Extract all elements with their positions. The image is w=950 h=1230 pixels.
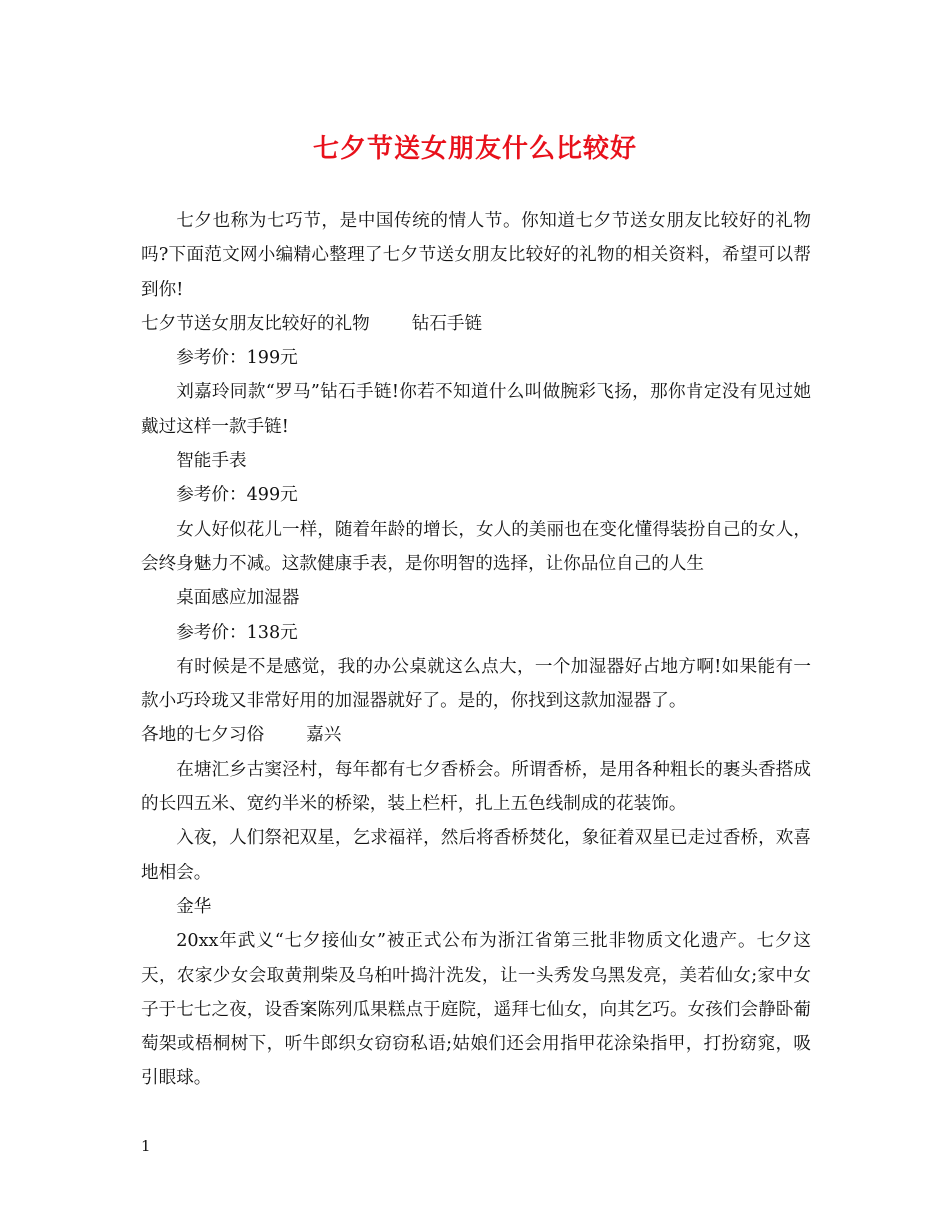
document-body xyxy=(141,204,811,1096)
customs-section-heading: 各地的七夕习俗 xyxy=(141,725,265,746)
gift1-name: 钻石手链 xyxy=(411,313,483,334)
gift1-description: 刘嘉玲同款“罗马”钻石手链!你若不知道什么叫做腕彩飞扬，那你肯定没有见过她戴过这样一款手链! xyxy=(141,382,811,437)
place2-name: 金华 xyxy=(176,896,212,917)
gift3-name: 桌面感应加湿器 xyxy=(176,588,300,609)
intro-paragraph: 七夕也称为七巧节，是中国传统的情人节。你知道七夕节送女朋友比较好的礼物吗?下面范文网小编精心整理了七夕节送女朋友比较好的礼物的相关资料，希望可以帮到你! xyxy=(141,211,811,300)
customs-section-heading-line xyxy=(141,718,811,752)
gift3-price: 参考价：138元 xyxy=(176,622,298,643)
gift2-price: 参考价：499元 xyxy=(176,485,298,506)
page-number: 1 xyxy=(141,1137,151,1155)
gift2-description: 女人好似花儿一样，随着年龄的增长，女人的美丽也在变化懂得装扮自己的女人，会终身魅力不减。这款健康手表，是你明智的选择，让你品位自己的人生 xyxy=(141,519,811,574)
gift-section-heading-line xyxy=(141,307,811,341)
place1-name: 嘉兴 xyxy=(306,725,342,746)
place1-paragraph-2: 入夜，人们祭祀双星，乞求福祥，然后将香桥焚化，象征着双星已走过香桥，欢喜地相会。 xyxy=(141,828,811,883)
gift3-description: 有时候是不是感觉，我的办公桌就这么点大，一个加湿器好占地方啊!如果能有一款小巧玲珑又非常好用的加湿器就好了。是的，你找到这款加湿器了。 xyxy=(141,656,811,712)
gift2-name: 智能手表 xyxy=(176,451,247,472)
document-title: 七夕节送女朋友什么比较好 xyxy=(312,134,637,164)
gift1-price: 参考价：199元 xyxy=(176,348,298,369)
place2-paragraph-1: 20xx年武义“七夕接仙女”被正式公布为浙江省第三批非物质文化遗产。七夕这天，农家少女会取黄荆柴及乌桕叶捣汁洗发，让一头秀发乌黑发亮，美若仙女;家中女子于七七之夜，设香案陈列瓜果糕点于庭院，遥拜七仙女，向其乞巧。女孩们会静卧葡萄架或梧桐树下，听牛郎织女窃窃私语;姑娘们还会用指甲花涂染指甲，打扮窈窕，吸引眼球。 xyxy=(141,931,811,1089)
gift-section-heading: 七夕节送女朋友比较好的礼物 xyxy=(141,313,370,334)
place1-paragraph-1: 在塘汇乡古窦泾村，每年都有七夕香桥会。所谓香桥，是用各种粗长的裹头香搭成的长四五米、宽约半米的桥梁，装上栏杆，扎上五色线制成的花装饰。 xyxy=(141,759,811,815)
